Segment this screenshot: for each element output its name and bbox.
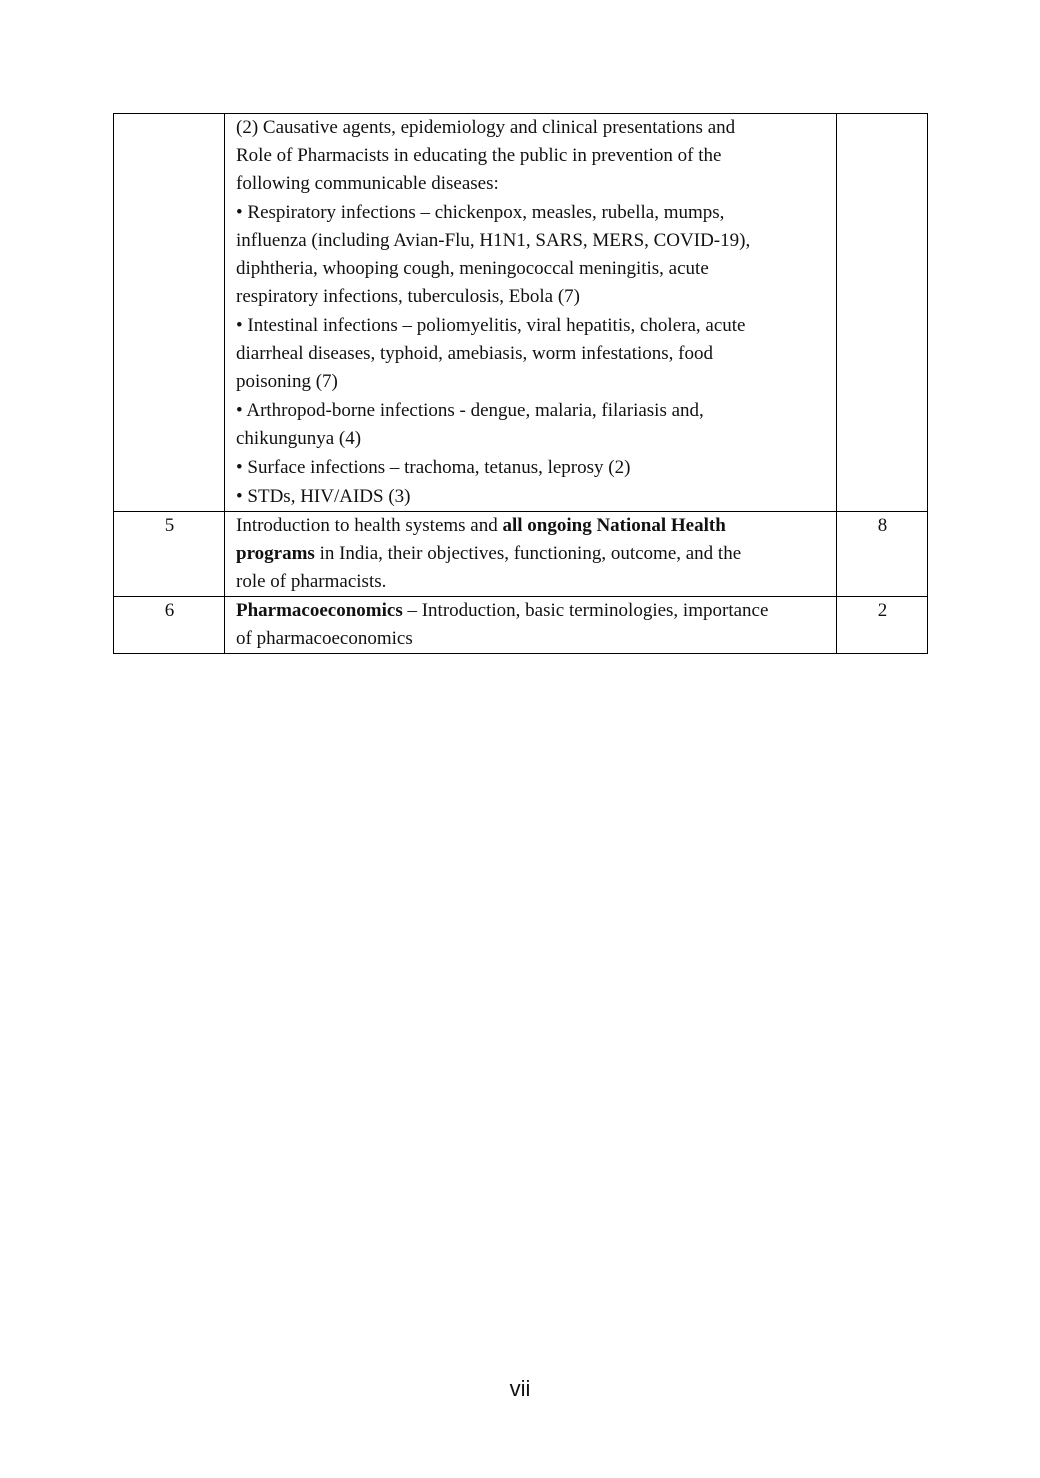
intro-line: following communicable diseases: (236, 173, 499, 194)
bullet-line: • Intestinal infections – poliomyelitis, viral hepatitis, cholera, acute (236, 315, 746, 336)
bullet-line: chikungunya (4) (236, 428, 362, 449)
table-row (114, 114, 928, 512)
bullet-line: diarrheal diseases, typhoid, amebiasis, worm infestations, food (236, 343, 714, 364)
intro-line: Role of Pharmacists in educating the public in prevention of the (236, 145, 722, 166)
syllabus-table (113, 113, 928, 654)
hours-cell (837, 114, 928, 512)
topic-bold-text: Pharmacoeconomics (236, 600, 403, 621)
topic-line: of pharmacoeconomics (236, 628, 413, 649)
unit-cell (114, 114, 225, 512)
topic-cell (225, 597, 837, 654)
hours-cell: 8 (837, 512, 928, 597)
topic-bold-text: all ongoing National Health (502, 515, 726, 536)
bullet-line: • STDs, HIV/AIDS (3) (236, 486, 411, 507)
topic-line (236, 512, 826, 540)
topic-text: Introduction to health systems and (236, 515, 503, 536)
bullet-line: • Surface infections – trachoma, tetanus, leprosy (2) (236, 457, 631, 478)
bullet-line: influenza (including Avian-Flu, H1N1, SARS, MERS, COVID-19), (236, 230, 751, 251)
table-row (114, 512, 928, 597)
unit-cell: 6 (114, 597, 225, 654)
topic-line: role of pharmacists. (236, 571, 387, 592)
topic-text: – Introduction, basic terminologies, importance (402, 600, 769, 621)
topic-text: in India, their objectives, functioning, outcome, and the (314, 543, 742, 564)
hours-cell: 2 (837, 597, 928, 654)
bullet-line: poisoning (7) (236, 371, 338, 392)
topic-cell (225, 512, 837, 597)
bullet-line: diphtheria, whooping cough, meningococcal meningitis, acute (236, 258, 709, 279)
bullet-line: respiratory infections, tuberculosis, Ebola (7) (236, 286, 581, 307)
unit-cell: 5 (114, 512, 225, 597)
topic-line (236, 540, 826, 568)
topic-line (236, 597, 826, 625)
topic-bold-text: programs (236, 543, 315, 564)
table-row (114, 597, 928, 654)
bullet-line: • Arthropod-borne infections - dengue, malaria, filariasis and, (236, 400, 704, 421)
intro-line: (2) Causative agents, epidemiology and clinical presentations and (236, 117, 736, 138)
page-number: vii (509, 1376, 531, 1401)
bullet-line: • Respiratory infections – chickenpox, measles, rubella, mumps, (236, 202, 725, 223)
topic-cell (225, 114, 837, 512)
